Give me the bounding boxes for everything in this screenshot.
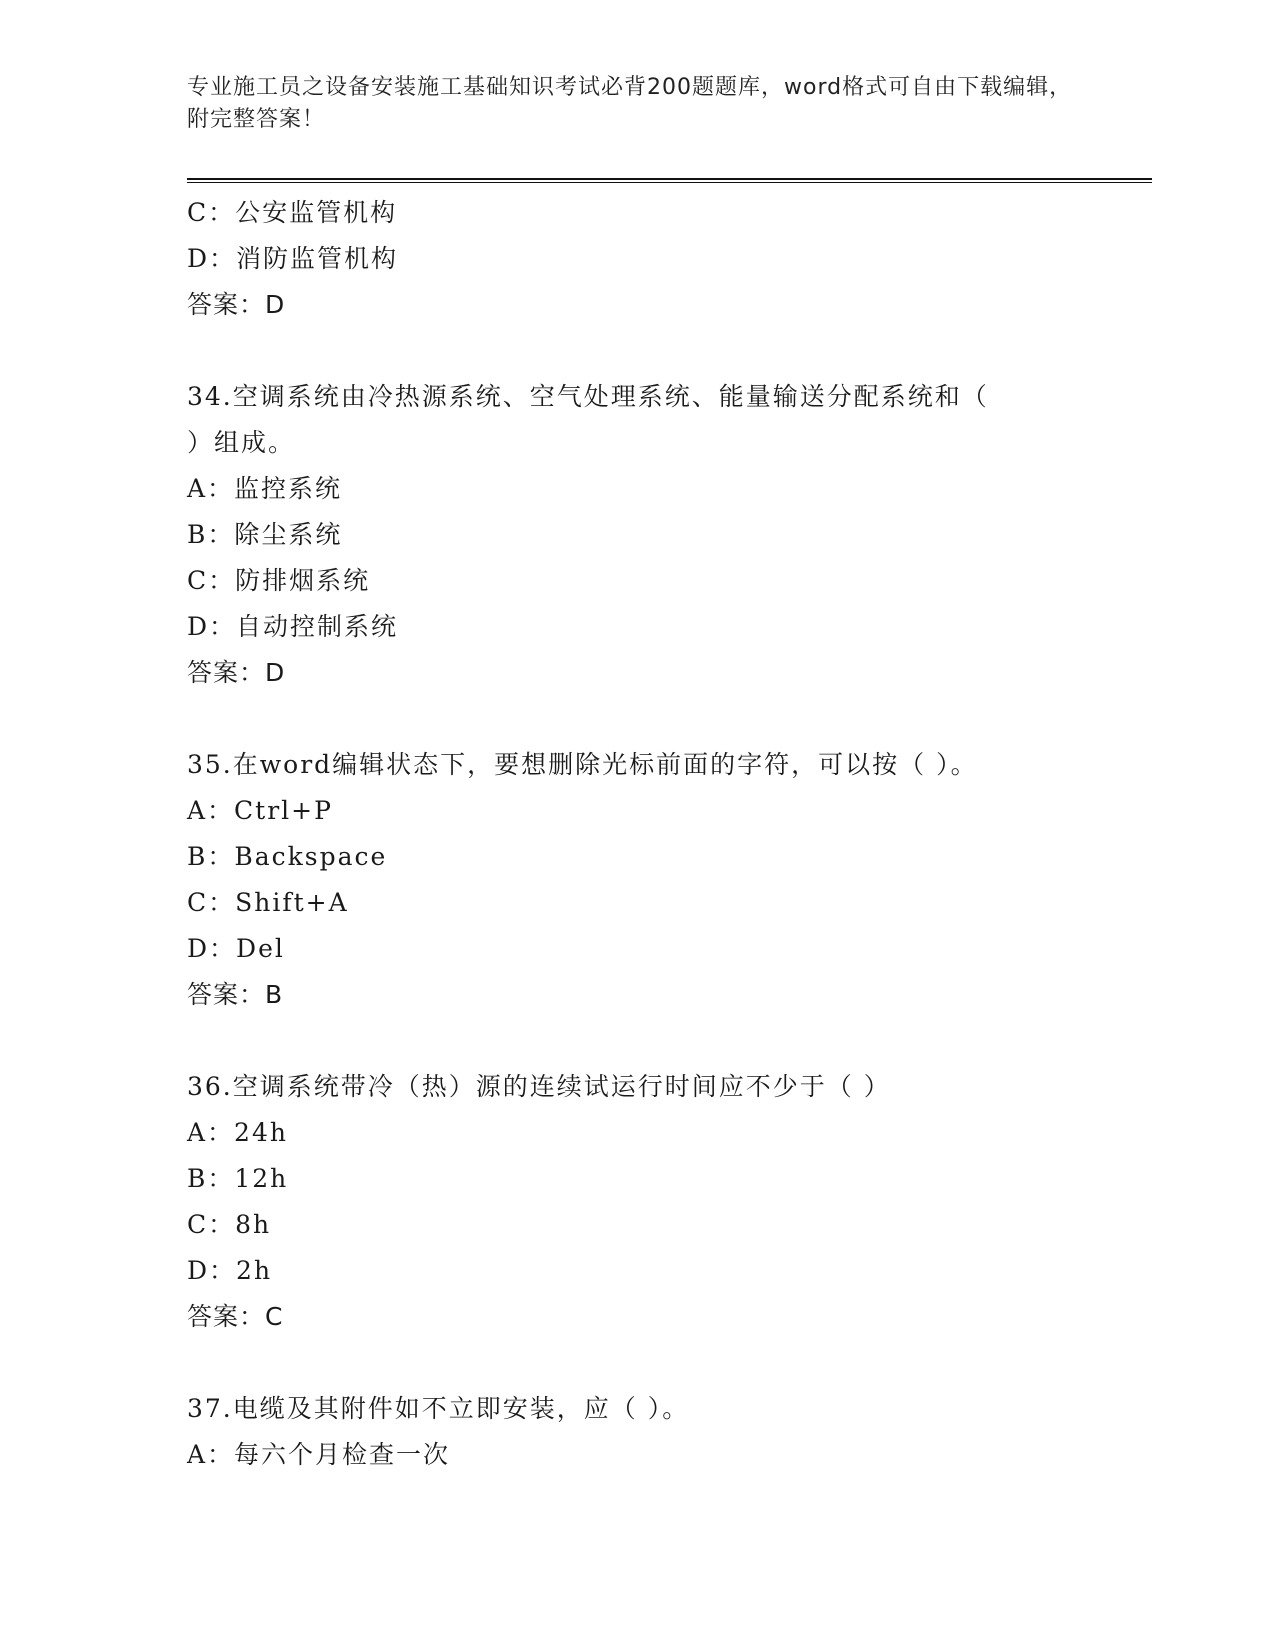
question-content bbox=[187, 190, 1087, 1524]
answer-line: 答案：B bbox=[187, 980, 284, 1009]
question-stem: 34.空调系统由冷热源系统、空气处理系统、能量输送分配系统和（ bbox=[187, 382, 989, 411]
option-line: D：2h bbox=[187, 1256, 273, 1285]
header-title: 专业施工员之设备安装施工基础知识考试必背200题题库，word格式可自由下载编辑，附完整答案！ bbox=[187, 75, 1073, 132]
question-stem: 36.空调系统带冷（热）源的连续试运行时间应不少于（ ） bbox=[187, 1072, 891, 1101]
answer-line: 答案：D bbox=[187, 658, 286, 687]
option-line: A：Ctrl+P bbox=[187, 796, 333, 825]
option-line: B：12h bbox=[187, 1164, 289, 1193]
option-line: C：防排烟系统 bbox=[187, 566, 371, 595]
document-header bbox=[187, 72, 1087, 136]
answer-line: 答案：D bbox=[187, 290, 286, 319]
option-line: B：除尘系统 bbox=[187, 520, 343, 549]
option-line: B：Backspace bbox=[187, 842, 388, 871]
option-line: D：消防监管机构 bbox=[187, 244, 399, 273]
option-line: C：Shift+A bbox=[187, 888, 349, 917]
option-line: A：24h bbox=[187, 1118, 288, 1147]
header-divider-thick bbox=[187, 178, 1152, 180]
option-line: A：每六个月检查一次 bbox=[187, 1440, 451, 1469]
option-line: C：公安监管机构 bbox=[187, 198, 398, 227]
header-divider-thin bbox=[187, 182, 1152, 183]
option-line: A：监控系统 bbox=[187, 474, 343, 503]
question-block-36 bbox=[187, 1064, 1087, 1340]
answer-line: 答案：C bbox=[187, 1302, 284, 1331]
option-line: D：Del bbox=[187, 934, 285, 963]
question-block-33 bbox=[187, 190, 1087, 328]
question-stem: 35.在word编辑状态下，要想删除光标前面的字符，可以按（ ）。 bbox=[187, 750, 978, 779]
question-block-37 bbox=[187, 1386, 1087, 1478]
question-stem-continued: ）组成。 bbox=[187, 428, 296, 457]
option-line: C：8h bbox=[187, 1210, 272, 1239]
option-line: D：自动控制系统 bbox=[187, 612, 399, 641]
question-block-34 bbox=[187, 374, 1087, 696]
question-block-35 bbox=[187, 742, 1087, 1018]
question-stem: 37.电缆及其附件如不立即安装，应（ ）。 bbox=[187, 1394, 690, 1423]
